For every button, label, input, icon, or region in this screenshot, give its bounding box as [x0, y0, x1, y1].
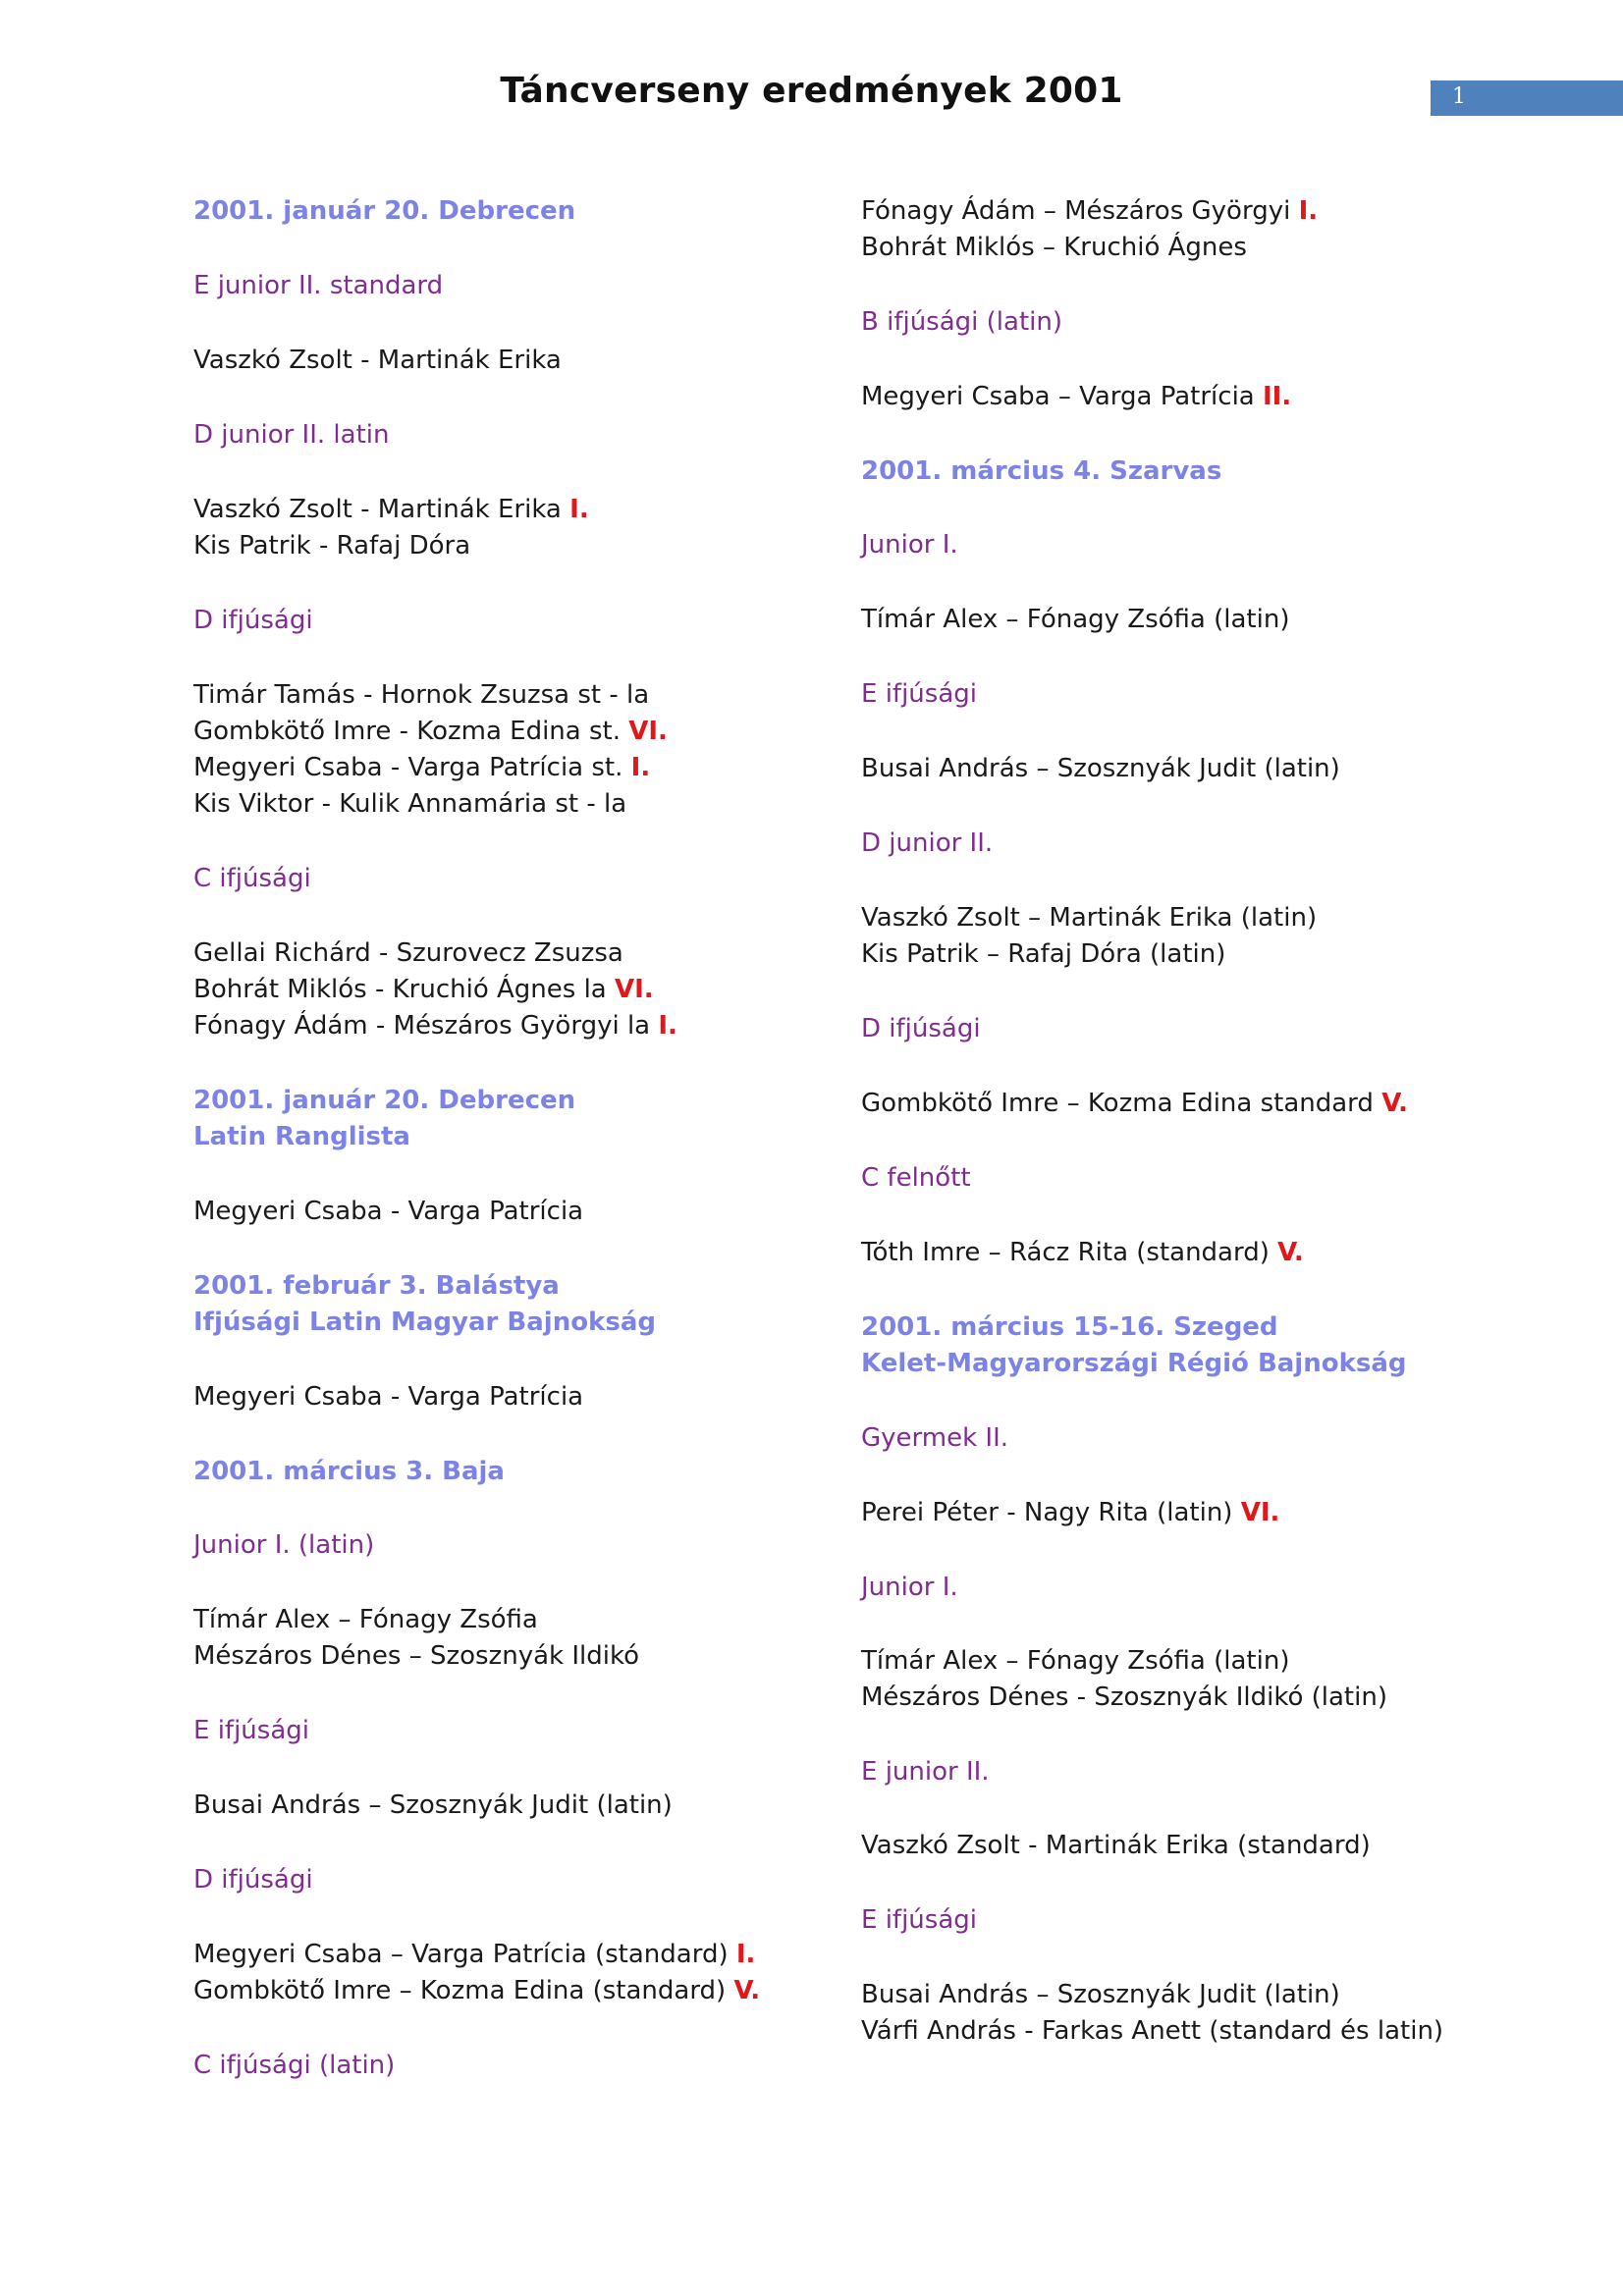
couple-name: Megyeri Csaba - Varga Patrícia	[193, 1197, 584, 1226]
placement-badge: I.	[735, 1940, 756, 1969]
category-heading: E ifjúsági	[861, 1905, 977, 1935]
category-heading: Gyermek II.	[861, 1423, 1009, 1453]
result-entry	[861, 901, 1317, 934]
result-entry	[193, 1938, 755, 1971]
placement-badge: I.	[569, 495, 589, 524]
category-heading: C ifjúsági (latin)	[193, 2051, 396, 2080]
category-heading: C ifjúsági	[193, 864, 311, 893]
couple-name: Tímár Alex – Fónagy Zsófia	[193, 1605, 538, 1634]
couple-name: Gombkötő Imre - Kozma Edina st.	[193, 717, 629, 746]
category-heading: B ifjúsági (latin)	[861, 307, 1062, 337]
couple-name: Gombkötő Imre – Kozma Edina standard	[861, 1089, 1382, 1118]
couple-name: Kis Patrik – Rafaj Dóra (latin)	[861, 939, 1226, 969]
couple-name: Megyeri Csaba – Varga Patrícia	[861, 382, 1263, 411]
placement-badge: I.	[630, 753, 651, 782]
result-entry	[193, 973, 654, 1006]
page-number-box	[1431, 80, 1623, 116]
result-entry	[193, 493, 589, 526]
category-heading: D ifjúsági	[861, 1014, 981, 1043]
couple-name: Vaszkó Zsolt – Martinák Erika (latin)	[861, 903, 1318, 933]
couple-name: Busai András – Szosznyák Judit (latin)	[193, 1790, 673, 1820]
category-heading: D ifjúsági	[193, 1865, 313, 1895]
result-entry	[861, 1496, 1279, 1529]
event-heading: 2001. február 3. Balástya	[193, 1271, 560, 1301]
category-heading: E junior II. standard	[193, 271, 444, 300]
couple-name: Kis Patrik - Rafaj Dóra	[193, 531, 471, 561]
placement-badge: I.	[658, 1011, 677, 1041]
placement-badge: I.	[1298, 196, 1319, 226]
result-entry	[861, 1236, 1304, 1269]
couple-name: Bohrát Miklós – Kruchió Ágnes	[861, 233, 1247, 262]
result-entry	[861, 194, 1318, 228]
placement-badge: V.	[1277, 1238, 1304, 1267]
couple-name: Vaszkó Zsolt - Martinák Erika (standard)	[861, 1831, 1371, 1860]
result-entry	[193, 1974, 760, 2007]
couple-name: Vaszkó Zsolt - Martinák Erika	[193, 495, 570, 524]
result-entry	[193, 1639, 639, 1673]
placement-badge: II.	[1263, 382, 1292, 411]
category-heading: Junior I.	[861, 1573, 958, 1602]
result-entry	[861, 1978, 1340, 2011]
couple-name: Timár Tamás - Hornok Zsuzsa st - la	[193, 680, 650, 710]
couple-name: Gellai Richárd - Szurovecz Zsuzsa	[193, 938, 623, 968]
placement-badge: V.	[733, 1976, 761, 2005]
result-entry	[861, 1829, 1371, 1862]
category-heading: E ifjúsági	[193, 1716, 309, 1745]
result-entry	[193, 529, 470, 562]
couple-name: Mészáros Dénes - Szosznyák Ildikó (latin)	[861, 1682, 1387, 1712]
result-entry	[861, 603, 1289, 636]
result-entry	[193, 1603, 538, 1636]
couple-name: Bohrát Miklós - Kruchió Ágnes la	[193, 975, 615, 1004]
result-entry	[861, 1644, 1289, 1678]
couple-name: Perei Péter - Nagy Rita (latin)	[861, 1498, 1241, 1527]
placement-badge: V.	[1381, 1089, 1408, 1118]
placement-badge: VI.	[1240, 1498, 1280, 1527]
category-heading: D ifjúsági	[193, 606, 313, 635]
event-heading: Kelet-Magyarországi Régió Bajnokság	[861, 1349, 1407, 1378]
result-entry	[861, 2014, 1443, 2048]
event-heading: Latin Ranglista	[193, 1122, 410, 1151]
couple-name: Megyeri Csaba - Varga Patrícia st.	[193, 753, 631, 782]
event-heading: 2001. március 4. Szarvas	[861, 456, 1222, 486]
category-heading: E ifjúsági	[861, 679, 977, 709]
category-heading: Junior I. (latin)	[193, 1530, 375, 1560]
result-entry	[193, 936, 623, 970]
couple-name: Gombkötő Imre – Kozma Edina (standard)	[193, 1976, 734, 2005]
event-heading: 2001. március 15-16. Szeged	[861, 1312, 1278, 1342]
couple-name: Tímár Alex – Fónagy Zsófia (latin)	[861, 605, 1290, 634]
result-entry	[193, 1009, 677, 1042]
couple-name: Várfi András - Farkas Anett (standard és latin)	[861, 2016, 1444, 2046]
page-number: 1	[1452, 84, 1466, 109]
event-heading: Ifjúsági Latin Magyar Bajnokság	[193, 1308, 656, 1337]
result-entry	[861, 1681, 1387, 1714]
category-heading: Junior I.	[861, 530, 958, 560]
couple-name: Mészáros Dénes – Szosznyák Ildikó	[193, 1641, 639, 1671]
couple-name: Megyeri Csaba – Varga Patrícia (standard)	[193, 1940, 736, 1969]
couple-name: Kis Viktor - Kulik Annamária st - la	[193, 789, 627, 819]
couple-name: Megyeri Csaba - Varga Patrícia	[193, 1382, 584, 1412]
result-entry	[193, 1380, 583, 1414]
couple-name: Fónagy Ádám - Mészáros Györgyi la	[193, 1011, 659, 1041]
result-entry	[861, 231, 1247, 264]
result-entry	[193, 1195, 583, 1228]
category-heading: C felnőtt	[861, 1163, 971, 1193]
result-entry	[861, 752, 1340, 785]
event-heading: 2001. január 20. Debrecen	[193, 1086, 576, 1115]
couple-name: Tóth Imre – Rácz Rita (standard)	[861, 1238, 1278, 1267]
result-entry	[193, 1789, 673, 1822]
result-entry	[193, 751, 650, 784]
document-title: Táncverseny eredmények 2001	[500, 71, 1123, 111]
couple-name: Fónagy Ádám – Mészáros Györgyi	[861, 196, 1299, 226]
couple-name: Busai András – Szosznyák Judit (latin)	[861, 754, 1340, 783]
placement-badge: VI.	[628, 717, 668, 746]
placement-badge: VI.	[615, 975, 654, 1004]
result-entry	[861, 380, 1291, 413]
event-heading: 2001. március 3. Baja	[193, 1457, 505, 1486]
event-heading: 2001. január 20. Debrecen	[193, 196, 576, 226]
result-entry	[861, 1087, 1408, 1120]
result-entry	[193, 787, 626, 821]
category-heading: E junior II.	[861, 1757, 990, 1787]
result-entry	[193, 678, 649, 712]
couple-name: Tímár Alex – Fónagy Zsófia (latin)	[861, 1646, 1290, 1676]
category-heading: D junior II.	[861, 828, 994, 858]
result-entry	[861, 937, 1225, 971]
result-entry	[193, 715, 668, 748]
category-heading: D junior II. latin	[193, 420, 390, 450]
couple-name: Busai András – Szosznyák Judit (latin)	[861, 1980, 1340, 2009]
couple-name: Vaszkó Zsolt - Martinák Erika	[193, 346, 562, 375]
result-entry	[193, 344, 562, 377]
